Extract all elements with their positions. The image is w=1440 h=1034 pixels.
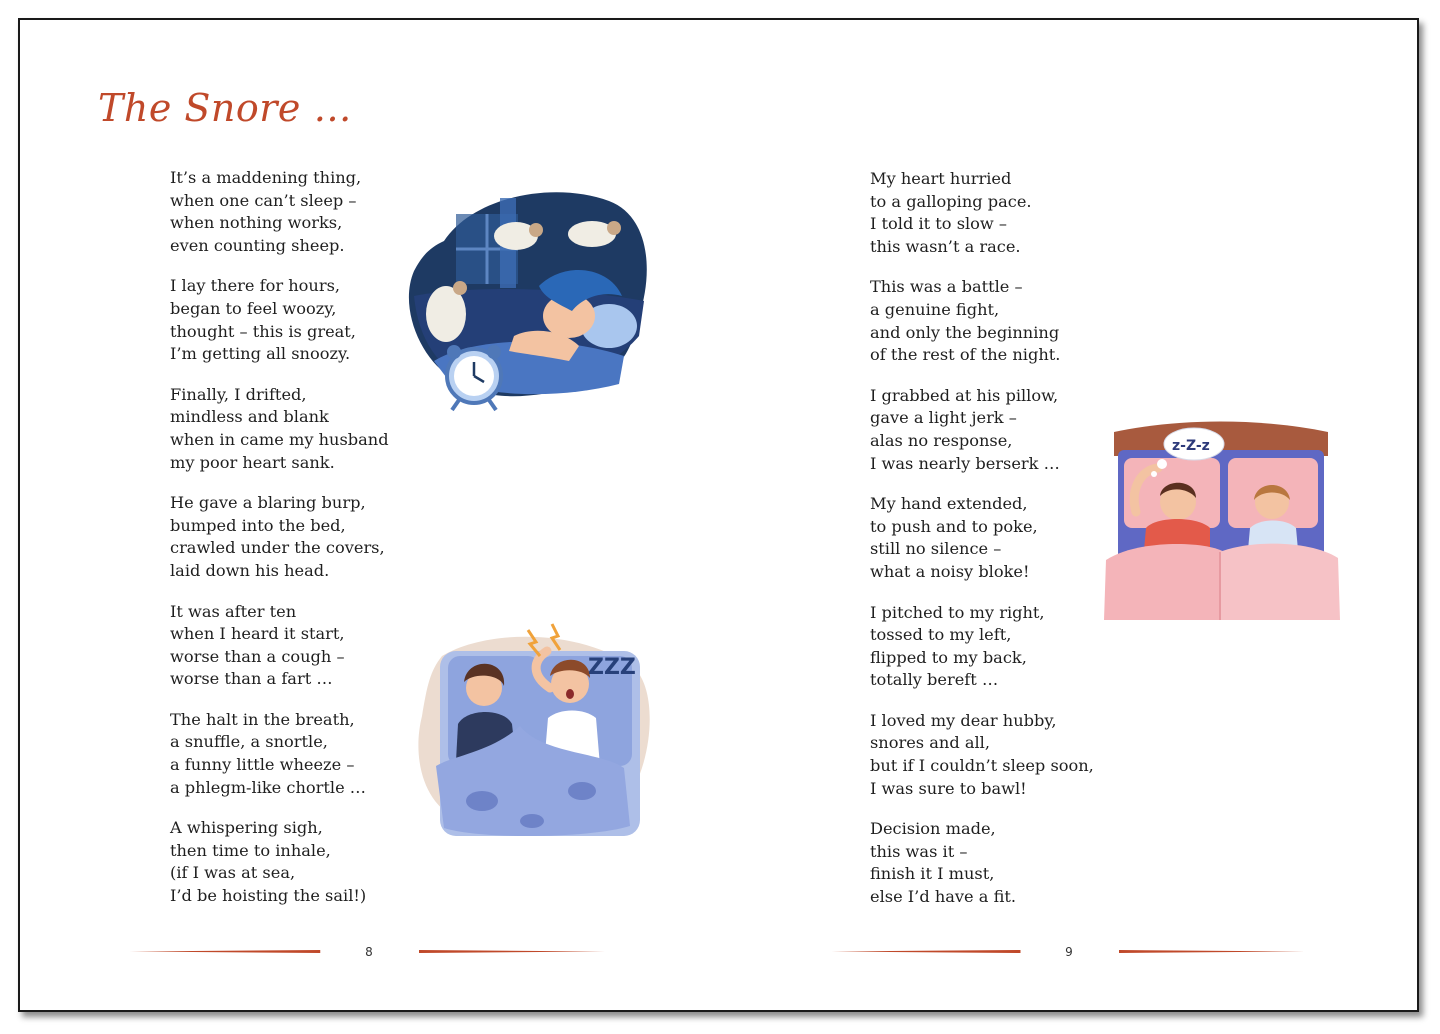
poem-line: I lay there for hours,	[170, 276, 341, 296]
footer-rule-right-a	[800, 950, 1052, 953]
poem-line: It was after ten	[170, 601, 297, 621]
poem-title: The Snore …	[98, 86, 353, 130]
poem-line: The halt in the breath,	[170, 709, 355, 729]
stanza	[170, 167, 410, 257]
poem-line: gave a light jerk –	[870, 408, 1017, 428]
right-page-poem	[870, 168, 1110, 927]
poem-line: laid down his head.	[170, 560, 330, 580]
page-number-right: 9	[1065, 945, 1073, 959]
poem-line: my poor heart sank.	[170, 452, 335, 472]
poem-line: finish it I must,	[870, 864, 995, 884]
poem-line: alas no response,	[870, 430, 1013, 450]
poem-line: I told it to slow –	[870, 214, 1008, 234]
poem-line: when I heard it start,	[170, 624, 345, 644]
poem-line: bumped into the bed,	[170, 515, 346, 535]
poem-line: worse than a cough –	[170, 646, 345, 666]
poem-line: a genuine fight,	[870, 299, 1000, 319]
page-number-left: 8	[365, 945, 373, 959]
left-page-poem	[170, 167, 410, 926]
poem-line: I’d be hoisting the sail!)	[170, 886, 367, 906]
sleeping-woman-sheep-illustration	[404, 186, 652, 418]
poem-line: a funny little wheeze –	[170, 755, 355, 775]
poem-line: still no silence –	[870, 539, 1002, 559]
poem-line: He gave a blaring burp,	[170, 493, 366, 513]
poem-line: a phlegm-like chortle …	[170, 777, 366, 797]
poem-line: This was a battle –	[870, 277, 1023, 297]
footer-rule-left-a	[98, 950, 352, 953]
poem-line: snores and all,	[870, 733, 990, 753]
poem-line: I was sure to bawl!	[870, 778, 1027, 798]
footer-rule-right-b	[1088, 950, 1336, 953]
poem-line: when nothing works,	[170, 213, 343, 233]
poem-line: tossed to my left,	[870, 625, 1012, 645]
poem-line: what a noisy bloke!	[870, 561, 1030, 581]
couple-bed-snore-bubble-illustration	[1100, 420, 1342, 620]
poem-line: began to feel woozy,	[170, 298, 337, 318]
stanza	[870, 168, 1110, 258]
poem-line: to a galloping pace.	[870, 191, 1032, 211]
poem-line: My hand extended,	[870, 494, 1028, 514]
stanza	[170, 384, 410, 474]
poem-line: flipped to my back,	[870, 647, 1027, 667]
poem-line: this wasn’t a race.	[870, 236, 1021, 256]
poem-line: of the rest of the night.	[870, 345, 1061, 365]
stanza	[170, 275, 410, 365]
poem-line: else I’d have a fit.	[870, 887, 1017, 907]
poem-line: when one can’t sleep –	[170, 190, 357, 210]
poem-line: I’m getting all snoozy.	[170, 344, 351, 364]
poem-line: but if I couldn’t sleep soon,	[870, 756, 1094, 776]
poem-line: when in came my husband	[170, 429, 389, 449]
poem-line: It’s a maddening thing,	[170, 168, 362, 187]
snoring-couple-illustration	[412, 616, 654, 842]
poem-line: thought – this is great,	[170, 321, 356, 341]
poem-line: Finally, I drifted,	[170, 384, 307, 404]
stanza	[170, 709, 410, 799]
poem-line: worse than a fart …	[170, 669, 333, 689]
poem-line: this was it –	[870, 841, 968, 861]
snore-bubble-text: z-Z-z	[1172, 438, 1210, 454]
poem-line: I grabbed at his pillow,	[870, 385, 1059, 405]
poem-line: crawled under the covers,	[170, 538, 385, 558]
poem-line: even counting sheep.	[170, 235, 345, 255]
stanza	[170, 601, 410, 691]
zzz-text: ZZZ	[588, 655, 636, 680]
stanza	[870, 493, 1110, 583]
stanza	[870, 276, 1110, 366]
poem-line: and only the beginning	[870, 322, 1060, 342]
poem-line: I pitched to my right,	[870, 602, 1045, 622]
stanza	[870, 602, 1110, 692]
stanza	[870, 818, 1110, 908]
poem-line: mindless and blank	[170, 407, 329, 427]
stanza	[170, 817, 410, 907]
poem-line: My heart hurried	[870, 169, 1012, 188]
poem-line: to push and to poke,	[870, 516, 1038, 536]
poem-line: A whispering sigh,	[170, 818, 323, 838]
poem-line: I loved my dear hubby,	[870, 710, 1057, 730]
poem-line: (if I was at sea,	[170, 863, 296, 883]
poem-line: then time to inhale,	[170, 840, 331, 860]
poem-line: totally bereft …	[870, 670, 999, 690]
stanza	[870, 385, 1110, 475]
stanza	[870, 710, 1110, 800]
stanza	[170, 492, 410, 582]
poem-line: Decision made,	[870, 819, 996, 839]
poem-line: a snuffle, a snortle,	[170, 732, 328, 752]
poem-line: I was nearly berserk …	[870, 453, 1060, 473]
footer-rule-left-b	[388, 950, 636, 953]
